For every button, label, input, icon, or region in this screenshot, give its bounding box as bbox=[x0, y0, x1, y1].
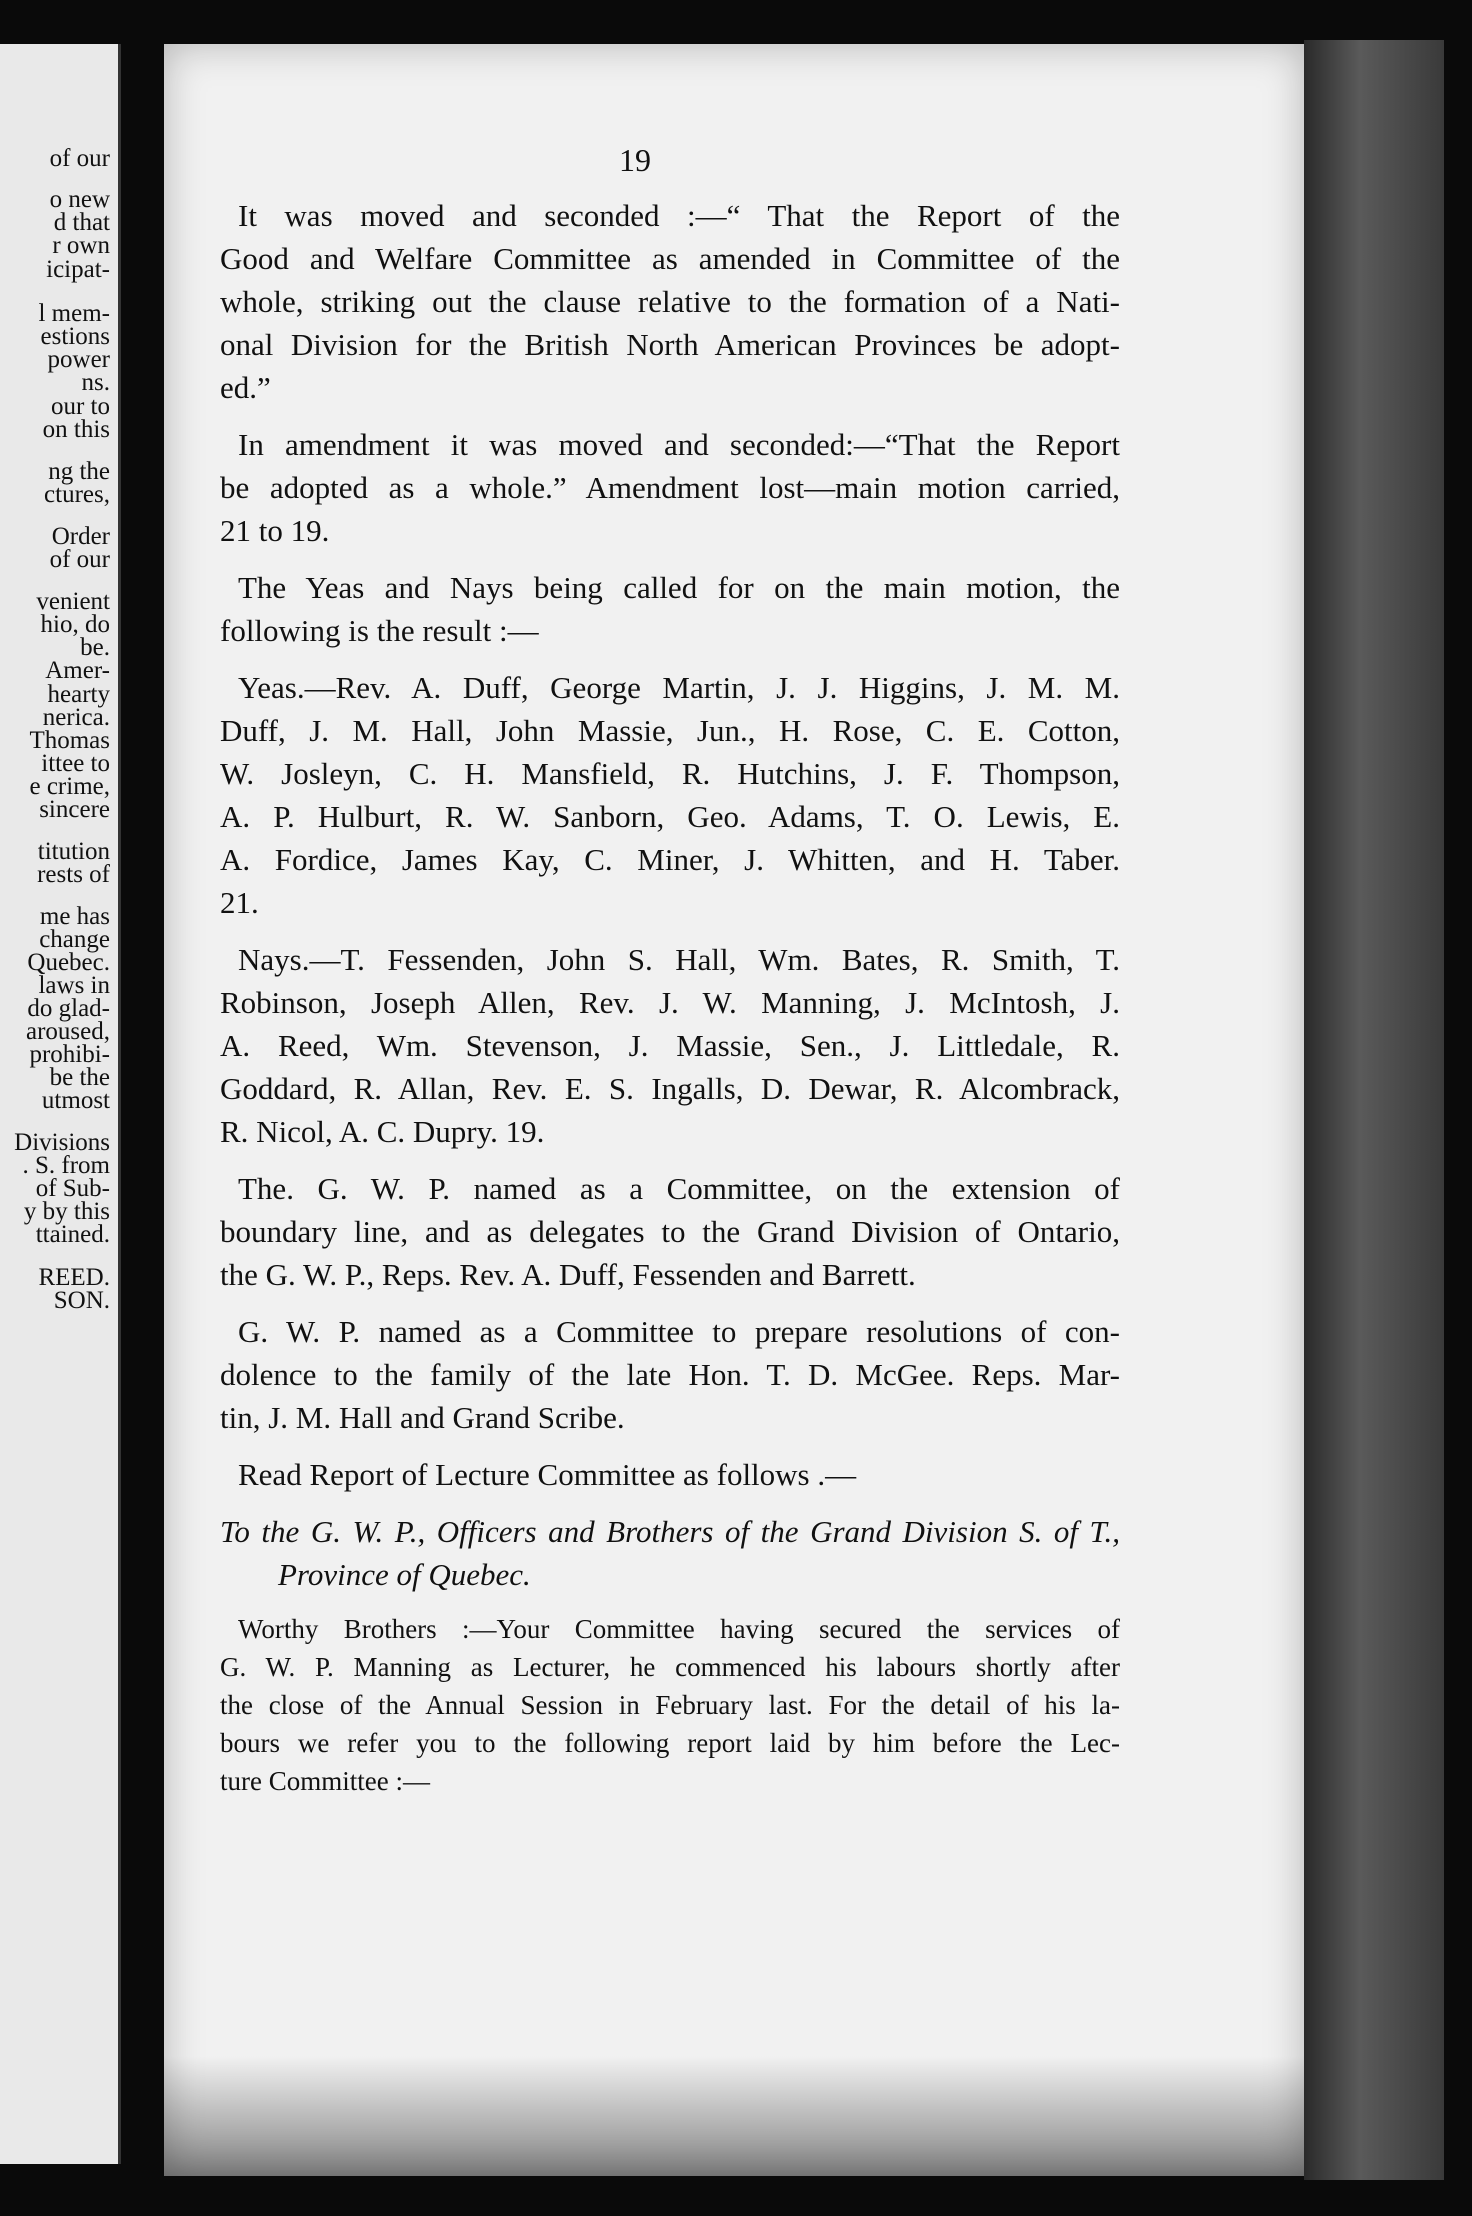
facing-page-line: utmost bbox=[41, 1087, 110, 1114]
facing-page-line: Amer- bbox=[45, 657, 110, 684]
text-line: Nays.—T. Fessenden, John S. Hall, Wm. Bates, R. Smith, T. bbox=[238, 942, 1120, 977]
document-page bbox=[164, 44, 1304, 2176]
facing-page-line: do glad- bbox=[27, 995, 110, 1022]
facing-page-line: of our bbox=[49, 546, 110, 573]
facing-page-line: be. bbox=[80, 634, 110, 661]
paragraph-gap bbox=[220, 1800, 1120, 1814]
text-line: To the G. W. P., Officers and Brothers of the Grand Division S. of T., bbox=[220, 1514, 1120, 1549]
facing-page-line: laws in bbox=[38, 972, 110, 999]
facing-page-line: sincere bbox=[39, 796, 110, 823]
facing-page-line: prohibi- bbox=[29, 1041, 110, 1068]
text-line: G. W. P. named as a Committee to prepare resolutions of con- bbox=[238, 1314, 1120, 1349]
text-line: whole, striking out the clause relative to the formation of a Nati- bbox=[220, 284, 1120, 319]
text-line: Read Report of Lecture Committee as follows .— bbox=[238, 1457, 857, 1492]
paragraph-gap bbox=[220, 1153, 1120, 1167]
paragraph bbox=[220, 194, 1120, 409]
text-line: the G. W. P., Reps. Rev. A. Duff, Fessenden and Barrett. bbox=[220, 1257, 916, 1292]
text-line: Good and Welfare Committee as amended in Committee of the bbox=[220, 241, 1120, 276]
paragraph bbox=[220, 1453, 1120, 1496]
text-line: Duff, J. M. Hall, John Massie, Jun., H. Rose, C. E. Cotton, bbox=[220, 713, 1120, 748]
paragraph bbox=[220, 423, 1120, 552]
facing-page-line: SON. bbox=[53, 1287, 110, 1314]
facing-page-line: me has bbox=[39, 903, 110, 930]
text-line: Goddard, R. Allan, Rev. E. S. Ingalls, D. Dewar, R. Alcombrack, bbox=[220, 1071, 1120, 1106]
text-line: A. Fordice, James Kay, C. Miner, J. Whitten, and H. Taber. bbox=[220, 842, 1120, 877]
text-line: dolence to the family of the late Hon. T. D. McGee. Reps. Mar- bbox=[220, 1357, 1120, 1392]
paragraph-gap bbox=[220, 1496, 1120, 1510]
facing-page-line: estions bbox=[40, 323, 110, 350]
text-line: Province of Quebec. bbox=[278, 1557, 531, 1592]
text-line: the close of the Annual Session in February last. For the detail of his la- bbox=[220, 1690, 1120, 1720]
text-line: 21. bbox=[220, 885, 259, 920]
text-line: be adopted as a whole.” Amendment lost—main motion carried, bbox=[220, 470, 1120, 505]
facing-page-line: y by this bbox=[23, 1198, 110, 1225]
scan-shadow bbox=[164, 2056, 1304, 2176]
facing-page-line: ttained. bbox=[35, 1221, 110, 1248]
facing-page-line: ns. bbox=[81, 369, 110, 396]
facing-page-line: Quebec. bbox=[27, 949, 110, 976]
facing-page-line: rests of bbox=[37, 861, 110, 888]
text-line: ture Committee :— bbox=[220, 1766, 430, 1796]
text-line: 21 to 19. bbox=[220, 513, 330, 548]
facing-page-line: ng the bbox=[48, 458, 110, 485]
facing-page-line: on this bbox=[42, 416, 110, 443]
facing-page-line: Thomas bbox=[29, 727, 110, 754]
facing-page-line: r own bbox=[52, 232, 110, 259]
paragraph-gap bbox=[220, 409, 1120, 423]
facing-page-line: e crime, bbox=[29, 773, 110, 800]
text-line: bours we refer you to the following report laid by him before the Lec- bbox=[220, 1728, 1120, 1758]
paragraph bbox=[220, 666, 1120, 924]
text-line: It was moved and seconded :—“ That the Report of the bbox=[238, 198, 1120, 233]
facing-page-fragment bbox=[0, 44, 121, 2164]
paragraph-gap bbox=[220, 1296, 1120, 1310]
facing-page-line: l mem- bbox=[38, 300, 110, 327]
text-line: R. Nicol, A. C. Dupry. 19. bbox=[220, 1114, 545, 1149]
facing-page-line: change bbox=[39, 926, 110, 953]
paragraph bbox=[220, 938, 1120, 1153]
text-line: A. Reed, Wm. Stevenson, J. Massie, Sen., J. Littledale, R. bbox=[220, 1028, 1120, 1063]
text-line: A. P. Hulburt, R. W. Sanborn, Geo. Adams, T. O. Lewis, E. bbox=[220, 799, 1120, 834]
paragraph-gap bbox=[220, 1439, 1120, 1453]
text-line: Yeas.—Rev. A. Duff, George Martin, J. J. Higgins, J. M. M. bbox=[238, 670, 1120, 705]
text-line: G. W. P. Manning as Lecturer, he commenced his labours shortly after bbox=[220, 1652, 1120, 1682]
text-line: The. G. W. P. named as a Committee, on the extension of bbox=[238, 1171, 1120, 1206]
facing-page-line: nerica. bbox=[42, 704, 110, 731]
facing-page-line: d that bbox=[53, 209, 110, 236]
facing-page-line: of our bbox=[49, 145, 110, 172]
facing-page-line: o new bbox=[49, 186, 110, 213]
paragraph-gap bbox=[220, 652, 1120, 666]
facing-page-line: REED. bbox=[38, 1264, 110, 1291]
paragraph bbox=[220, 1167, 1120, 1296]
paragraph bbox=[220, 1310, 1120, 1439]
facing-page-line: . S. from bbox=[22, 1152, 110, 1179]
facing-page-line: our to bbox=[50, 393, 110, 420]
facing-page-line: be the bbox=[49, 1064, 110, 1091]
facing-page-line: Divisions bbox=[14, 1129, 110, 1156]
text-line: Robinson, Joseph Allen, Rev. J. W. Manning, J. McIntosh, J. bbox=[220, 985, 1120, 1020]
page-number: 19 bbox=[619, 142, 651, 178]
facing-page-line: aroused, bbox=[26, 1018, 110, 1045]
text-line: onal Division for the British North American Provinces be adopt- bbox=[220, 327, 1120, 362]
address-heading bbox=[220, 1510, 1120, 1596]
text-line: The Yeas and Nays being called for on the main motion, the bbox=[238, 570, 1120, 605]
facing-page-line: icipat- bbox=[46, 256, 110, 283]
book-edge bbox=[1304, 40, 1444, 2180]
facing-page-line: venient bbox=[36, 588, 110, 615]
facing-page-line: ctures, bbox=[44, 481, 110, 508]
text-line: tin, J. M. Hall and Grand Scribe. bbox=[220, 1400, 625, 1435]
facing-page-line: titution bbox=[37, 838, 110, 865]
facing-page-line: hearty bbox=[47, 681, 110, 708]
paragraph-gap bbox=[220, 924, 1120, 938]
facing-page-line: of Sub- bbox=[35, 1175, 110, 1202]
text-line: following is the result :— bbox=[220, 613, 539, 648]
facing-page-line: Order bbox=[51, 523, 110, 550]
text-line: ed.” bbox=[220, 370, 271, 405]
text-line: In amendment it was moved and seconded:—“That the Report bbox=[238, 427, 1120, 462]
page-body bbox=[220, 194, 1120, 1814]
facing-page-line: power bbox=[47, 346, 110, 373]
facing-page-line: ittee to bbox=[41, 750, 110, 777]
facing-page-line: hio, do bbox=[40, 611, 110, 638]
paragraph bbox=[220, 566, 1120, 652]
text-line: Worthy Brothers :—Your Committee having secured the services of bbox=[238, 1614, 1120, 1644]
paragraph-gap bbox=[220, 1596, 1120, 1610]
paragraph-gap bbox=[220, 552, 1120, 566]
paragraph bbox=[220, 1610, 1120, 1800]
text-line: boundary line, and as delegates to the Grand Division of Ontario, bbox=[220, 1214, 1120, 1249]
text-line: W. Josleyn, C. H. Mansfield, R. Hutchins, J. F. Thompson, bbox=[220, 756, 1120, 791]
